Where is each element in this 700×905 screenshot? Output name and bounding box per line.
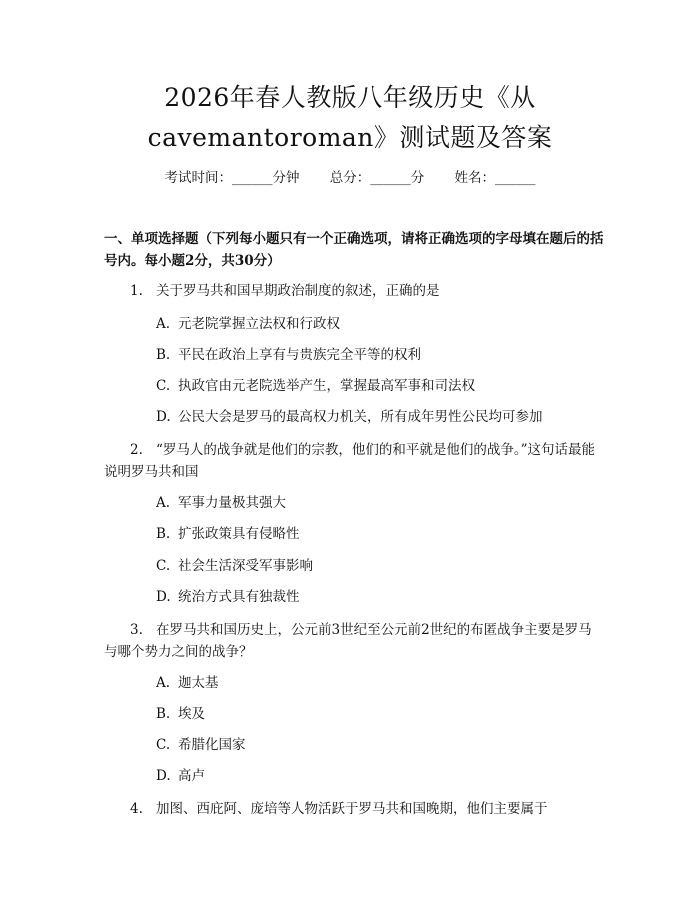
option-letter: A. — [156, 675, 171, 691]
option-text: 平民在政治上享有与贵族完全平等的权利 — [178, 347, 421, 363]
option-letter: B. — [156, 706, 171, 722]
option-letter: B. — [156, 347, 171, 363]
question-1 — [104, 280, 604, 302]
question-2 — [104, 439, 604, 483]
option-text: 元老院掌握立法权和行政权 — [178, 316, 340, 332]
section-heading: 一、单项选择题（下列每小题只有一个正确选项，请将正确选项的字母填在题后的括号内。每小题2分，共30分） — [104, 231, 604, 269]
option-letter: D. — [156, 409, 171, 425]
option — [156, 704, 606, 724]
question-number: 2. — [130, 442, 143, 458]
question-text: 加图、西庇阿、庞培等人物活跃于罗马共和国晚期，他们主要属于 — [156, 801, 548, 817]
question-number: 1. — [130, 283, 143, 299]
option — [156, 345, 606, 365]
option — [156, 407, 606, 427]
option-text: 公民大会是罗马的最高权力机关，所有成年男性公民均可参加 — [178, 409, 543, 425]
option-letter: C. — [156, 558, 171, 574]
option-text: 希腊化国家 — [178, 737, 246, 753]
option — [156, 587, 606, 607]
question-text: 在罗马共和国历史上，公元前3世纪至公元前2世纪的布匿战争主要是罗马与哪个势力之间的战争？ — [104, 622, 592, 660]
question-3 — [104, 619, 604, 663]
question-4 — [104, 798, 604, 820]
option — [156, 556, 606, 576]
option-letter: B. — [156, 526, 171, 542]
question-text: “罗马人的战争就是他们的宗教，他们的和平就是他们的战争。”这句话最能说明罗马共和国 — [104, 442, 596, 480]
option — [156, 673, 606, 693]
option-letter: D. — [156, 589, 171, 605]
option-letter: A. — [156, 495, 171, 511]
exam-info — [0, 168, 700, 188]
student-name-field: 姓名：______ — [454, 170, 536, 186]
document-title — [60, 78, 640, 158]
title-line-1: 2026年春人教版八年级历史《从 — [164, 83, 536, 112]
option — [156, 524, 606, 544]
option-text: 统治方式具有独裁性 — [178, 589, 300, 605]
option-text: 执政官由元老院选举产生，掌握最高军事和司法权 — [178, 378, 475, 394]
option — [156, 493, 606, 513]
question-number: 4. — [130, 801, 143, 817]
option-text: 高卢 — [178, 768, 205, 784]
option-letter: C. — [156, 378, 171, 394]
title-line-2: cavemantoroman》测试题及答案 — [147, 123, 553, 152]
total-score-field: 总分：______分 — [329, 170, 425, 186]
option-letter: A. — [156, 316, 171, 332]
exam-time-field: 考试时间：______分钟 — [164, 170, 300, 186]
option-text: 军事力量极其强大 — [178, 495, 286, 511]
option — [156, 735, 606, 755]
question-number: 3. — [130, 622, 143, 638]
option-letter: D. — [156, 768, 171, 784]
option — [156, 376, 606, 396]
option-text: 社会生活深受军事影响 — [178, 558, 313, 574]
option — [156, 766, 606, 786]
option — [156, 314, 606, 334]
option-text: 迦太基 — [178, 675, 219, 691]
option-text: 扩张政策具有侵略性 — [178, 526, 300, 542]
option-letter: C. — [156, 737, 171, 753]
question-text: 关于罗马共和国早期政治制度的叙述，正确的是 — [156, 283, 440, 299]
option-text: 埃及 — [178, 706, 205, 722]
